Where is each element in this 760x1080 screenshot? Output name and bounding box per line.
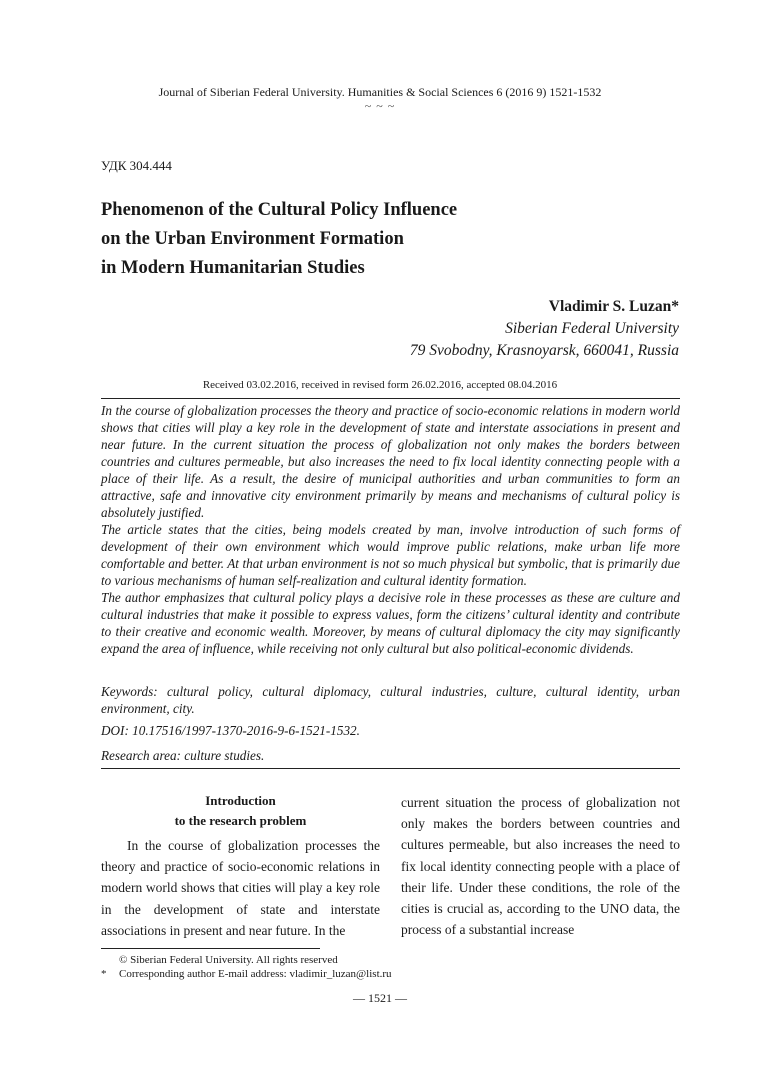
section-heading	[101, 791, 380, 830]
abstract-bottom-rule	[101, 768, 680, 769]
footnote-email: Corresponding author E-mail address: vladimir_luzan@list.ru	[119, 968, 392, 980]
received-dates: Received 03.02.2016, received in revised form 26.02.2016, accepted 08.04.2016	[202, 379, 558, 391]
abstract-top-rule	[101, 398, 680, 399]
section-heading-line: to the research problem	[174, 812, 307, 828]
title-line: on the Urban Environment Formation	[101, 229, 404, 249]
doi: DOI: 10.17516/1997-1370-2016-9-6-1521-1532.	[101, 723, 360, 738]
footnote-corresponding	[101, 967, 392, 981]
author-block	[410, 296, 679, 362]
header-ornament: ~ ~ ~	[364, 99, 396, 113]
author-address: 79 Svobodny, Krasnoyarsk, 660041, Russia	[409, 342, 679, 359]
abstract	[101, 402, 680, 657]
article-title	[101, 196, 457, 283]
abstract-paragraph: The author emphasizes that cultural policy plays a decisive role in these processes as these are culture and cultural industries that make it possible to express values, form the citizens’ cultural identity and contribute to their creative and economic wealth. Moreover, by means of cultural diplomacy the city may significantly expand the area of influence, while receiving not only cultural but also political-economic dividends.	[101, 590, 680, 656]
section-heading-line: Introduction	[205, 793, 276, 808]
body-column-right	[401, 792, 680, 940]
footnote-mark: *	[101, 968, 107, 980]
page-number: — 1521 —	[353, 991, 407, 1005]
title-line: in Modern Humanitarian Studies	[101, 258, 365, 278]
keywords: Keywords: cultural policy, cultural diplomacy, cultural industries, culture, cultural identity, urban environment, city.	[101, 684, 680, 716]
author-name: Vladimir S. Luzan*	[548, 298, 679, 315]
abstract-paragraph: The article states that the cities, being models created by man, involve introduction of such forms of development of their own environment which would improve public relations, make urban life more comfortable and better. At that urban environment is not so much physical but symbolic, that is primarily due to various mechanisms of human self-realization and cultural identity formation.	[101, 522, 680, 588]
research-area: Research area: culture studies.	[101, 748, 265, 763]
footnote-copyright: © Siberian Federal University. All rights reserved	[119, 954, 338, 966]
abstract-paragraph: In the course of globalization processes the theory and practice of socio-economic relations in modern world shows that cities will play a key role in the development of state and interstate associations in present and near future. In the current situation the process of globalization not only makes the borders between countries and cultures permeable, but also increases the need to fix local identity connecting people with a place of their life. As a result, the desire of municipal authorities and urban communities to form an attractive, safe and innovative city environment primarily by means and mechanisms of cultural policy is absolutely justified.	[101, 403, 680, 520]
body-paragraph: In the course of globalization processes the theory and practice of socio-economic relations in modern world shows that cities will play a key role in the development of state and interstate associations in present and near future. In the	[101, 838, 380, 938]
body-column-left	[101, 791, 380, 941]
body-paragraph: current situation the process of globalization not only makes the borders between countries and cultures permeable, but also increases the need to fix local identity connecting people with a place of their life. Under these conditions, the role of the cities is crucial as, according to the UNO data, the process of a substantial increase	[401, 795, 680, 938]
udk-code: УДК 304.444	[101, 158, 172, 173]
title-line: Phenomenon of the Cultural Policy Influence	[101, 200, 458, 220]
footnote-rule	[101, 948, 320, 949]
author-affiliation: Siberian Federal University	[505, 320, 679, 337]
journal-header: Journal of Siberian Federal University. Humanities & Social Sciences 6 (2016 9) 1521-1532	[158, 85, 602, 99]
